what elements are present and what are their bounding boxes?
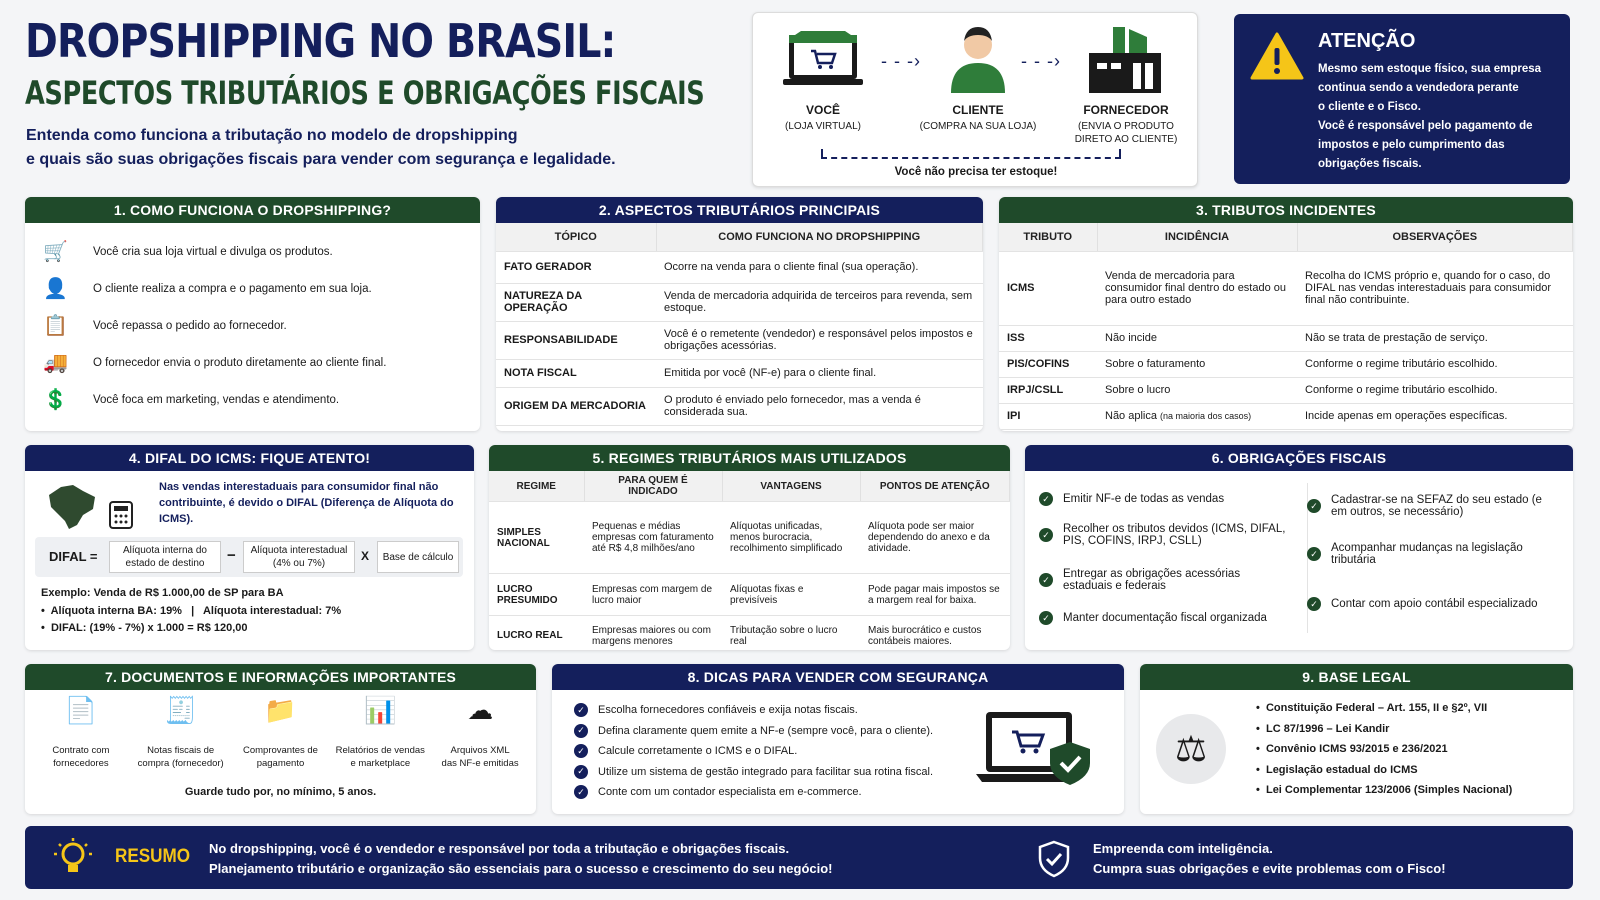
table-cell: Não incide xyxy=(1097,325,1297,351)
attention-line: obrigações fiscais. xyxy=(1318,158,1422,170)
column-header: PARA QUEM É INDICADO xyxy=(584,471,722,502)
table-row xyxy=(999,251,1573,325)
incidence-note: (na maioria dos casos) xyxy=(1160,411,1252,421)
gavel-icon: ⚖ xyxy=(1156,714,1226,784)
intro-line-2: e quais são suas obrigações fiscais para vender com segurança e legalidade. xyxy=(26,151,616,168)
list-item xyxy=(43,381,462,418)
document-label: Contrato com xyxy=(52,745,110,756)
formula-operator: − xyxy=(227,547,236,564)
table-cell: Empresas com margem de lucro maior xyxy=(584,574,722,616)
table-cell: ORIGEM DA MERCADORIA xyxy=(496,387,656,425)
list-item xyxy=(43,307,462,344)
list-item xyxy=(43,344,462,381)
user-icon: 👤 xyxy=(43,278,68,300)
check-icon: ✓ xyxy=(1039,492,1053,506)
check-icon: ✓ xyxy=(574,785,588,799)
list-item xyxy=(574,782,974,803)
document-label: fornecedores xyxy=(53,758,109,769)
column-header: INCIDÊNCIA xyxy=(1097,223,1297,251)
table-cell: Venda de mercadoria para consumidor final dentro do estado ou para outro estado xyxy=(1097,251,1297,325)
attention-line: Você é responsável pelo pagamento de xyxy=(1318,120,1533,132)
summary-line: No dropshipping, você é o vendedor e responsável por toda a tributação e obrigações fiscais. xyxy=(209,841,790,856)
table-cell: Venda de mercadoria adquirida de terceiros para revenda, sem estoque. xyxy=(656,283,983,321)
example-rate-ba: Alíquota interna BA: 19% xyxy=(50,605,182,617)
attention-line: o cliente e o Fisco. xyxy=(1318,101,1421,113)
main-subtitle-title: ASPECTOS TRIBUTÁRIOS E OBRIGAÇÕES FISCAIS xyxy=(25,74,705,112)
list-item-text: Escolha fornecedores confiáveis e exija notas fiscais. xyxy=(598,704,858,717)
flow-cliente-label: CLIENTE xyxy=(952,103,1004,117)
section-6-title: 6. OBRIGAÇÕES FISCAIS xyxy=(1025,445,1573,471)
list-item xyxy=(1039,485,1289,513)
summary-label: RESUMO xyxy=(115,846,191,867)
column-header: OBSERVAÇÕES xyxy=(1297,223,1573,251)
report-icon: 📊 xyxy=(364,695,397,725)
list-item xyxy=(1307,579,1557,629)
summary-text xyxy=(209,839,833,879)
formula-box-internal-rate: Alíquota interna do estado de destino xyxy=(109,541,221,573)
list-item-text: Acompanhar mudanças na legislação tributária xyxy=(1331,542,1523,566)
table-cell: Tributação sobre o lucro real xyxy=(722,616,860,651)
intro-line-1: Entenda como funciona a tributação no modelo de dropshipping xyxy=(26,127,518,144)
table-cell: Incide apenas em operações específicas. xyxy=(1297,403,1573,429)
formula-label: DIFAL = xyxy=(49,549,98,564)
list-item-text: Manter documentação fiscal organizada xyxy=(1063,612,1267,624)
table-cell: Conforme o regime tributário escolhido. xyxy=(1297,377,1573,403)
list-item-text: O fornecedor envia o produto diretamente ao cliente final. xyxy=(93,356,387,369)
table-cell: IRPJ/CSLL xyxy=(999,377,1097,403)
section-how-it-works xyxy=(25,197,480,431)
document-label: das NF-e emitidas xyxy=(441,758,519,769)
list-item-text: Você foca em marketing, vendas e atendimento. xyxy=(93,393,340,406)
list-item-text: Emitir NF-e de todas as vendas xyxy=(1063,493,1225,505)
table-cell: NOTA FISCAL xyxy=(496,359,656,387)
document-item xyxy=(434,695,526,770)
table-cell: LUCRO REAL xyxy=(489,616,584,651)
table-row xyxy=(496,387,983,425)
flow-fornecedor-label: FORNECEDOR xyxy=(1083,103,1169,117)
list-item-text: Contar com apoio contábil especializado xyxy=(1331,598,1538,610)
flow-voce-label: VOCÊ xyxy=(805,103,840,117)
list-item-text: LC 87/1996 – Lei Kandir xyxy=(1265,722,1390,735)
list-item-text: Legislação estadual do ICMS xyxy=(1265,763,1418,776)
list-item xyxy=(1039,557,1289,603)
list-item xyxy=(1307,529,1557,579)
section-taxes xyxy=(999,197,1573,431)
dollar-icon: 💲 xyxy=(43,389,68,411)
calculator-icon xyxy=(109,501,133,529)
laptop-store-icon xyxy=(781,29,865,95)
list-item: • Convênio ICMS 93/2015 e 236/2021 xyxy=(1256,743,1448,756)
example-line-2: • DIFAL: (19% - 7%) x 1.000 = R$ 120,00 xyxy=(41,622,248,634)
return-arrow xyxy=(821,149,1121,159)
section-8-title: 8. DICAS PARA VENDER COM SEGURANÇA xyxy=(552,664,1124,690)
list-item xyxy=(574,741,974,762)
truck-icon: 🚚 xyxy=(43,352,68,374)
taxes-table xyxy=(999,223,1573,430)
list-item-text: O cliente realiza a compra e o pagamento em sua loja. xyxy=(93,282,372,295)
obligations-left xyxy=(1039,485,1289,633)
table-cell: Pode pagar mais impostos se a margem real for baixa. xyxy=(860,574,1010,616)
table-cell: Alíquota pode ser maior dependendo do anexo e da atividade. xyxy=(860,502,1010,574)
check-icon: ✓ xyxy=(1307,499,1321,513)
list-item: • Lei Complementar 123/2006 (Simples Nacional) xyxy=(1256,784,1513,797)
column-header: TRIBUTO xyxy=(999,223,1097,251)
table-cell: IPI xyxy=(999,403,1097,429)
document-label: Notas fiscais de xyxy=(147,745,215,756)
arrow-icon: - - -› xyxy=(881,51,921,71)
document-icon: 📄 xyxy=(64,695,98,725)
flow-diagram xyxy=(752,12,1198,187)
list-item-text: Cadastrar-se na SEFAZ do seu estado (e em outros, se necessário) xyxy=(1331,494,1542,518)
section-obligations xyxy=(1025,445,1573,650)
tips-list xyxy=(574,700,974,803)
section-2-title: 2. ASPECTOS TRIBUTÁRIOS PRINCIPAIS xyxy=(496,197,983,223)
section-difal xyxy=(25,445,474,650)
attention-line: continua sendo a vendedora perante xyxy=(1318,82,1519,94)
example-line-1: • Alíquota interna BA: 19% | Alíquota interestadual: 7% xyxy=(41,605,342,617)
secure-laptop-icon xyxy=(972,708,1102,792)
list-item-text: Utilize um sistema de gestão integrado para facilitar sua rotina fiscal. xyxy=(598,765,934,778)
list-item xyxy=(43,270,462,307)
table-row xyxy=(489,616,1010,651)
table-cell: Não se trata de prestação de serviço. xyxy=(1297,325,1573,351)
column-header: REGIME xyxy=(489,471,584,502)
section-legal-basis xyxy=(1140,664,1573,814)
list-item: • LC 87/1996 – Lei Kandir xyxy=(1256,722,1390,735)
table-row xyxy=(496,321,983,359)
table-cell: Mais burocrático e custos contábeis maiores. xyxy=(860,616,1010,651)
table-cell: PIS/COFINS xyxy=(999,351,1097,377)
document-label: Arquivos XML xyxy=(450,745,510,756)
lightbulb-icon xyxy=(51,836,95,880)
warning-icon xyxy=(1250,32,1304,80)
table-row xyxy=(496,251,983,283)
summary-line: Planejamento tributário e organização são essenciais para o sucesso e crescimento do seu negócio! xyxy=(209,861,833,876)
check-icon: ✓ xyxy=(1039,573,1053,587)
table-cell: Emitida por você (NF-e) para o cliente final. xyxy=(656,359,983,387)
section-9-title: 9. BASE LEGAL xyxy=(1140,664,1573,690)
list-item xyxy=(1039,513,1289,557)
table-cell: NATUREZA DA OPERAÇÃO xyxy=(496,283,656,321)
list-item-text: Calcule corretamente o ICMS e o DIFAL. xyxy=(598,745,798,758)
example-rate-interstate: Alíquota interestadual: 7% xyxy=(202,605,342,617)
section-tax-aspects xyxy=(496,197,983,431)
table-cell: Conforme o regime tributário escolhido. xyxy=(1297,351,1573,377)
factory-icon xyxy=(1083,23,1167,95)
cart-icon: 🛒 xyxy=(43,241,68,263)
table-row xyxy=(999,403,1573,429)
list-item-text: Você repassa o pedido ao fornecedor. xyxy=(93,319,287,332)
table-row xyxy=(489,502,1010,574)
check-icon: ✓ xyxy=(1039,528,1053,542)
list-item xyxy=(574,700,974,721)
column-header: TÓPICO xyxy=(496,223,656,251)
document-item xyxy=(35,695,127,770)
flow-note: Você não precisa ter estoque! xyxy=(894,166,1058,178)
list-item-text: Lei Complementar 123/2006 (Simples Nacional) xyxy=(1265,784,1513,797)
section-4-title: 4. DIFAL DO ICMS: FIQUE ATENTO! xyxy=(25,445,474,471)
attention-text xyxy=(1318,60,1541,174)
attention-line: Mesmo sem estoque físico, sua empresa xyxy=(1318,63,1542,75)
list-item-text: Conte com um contador especialista em e-commerce. xyxy=(598,786,862,799)
formula-box-base: Base de cálculo xyxy=(377,541,459,573)
person-icon xyxy=(945,25,1011,95)
section-documents xyxy=(25,664,536,814)
list-item xyxy=(1039,603,1289,633)
document-item xyxy=(135,695,227,770)
list-item-text: Defina claramente quem emite a NF-e (sempre você, para o cliente). xyxy=(598,724,934,737)
table-cell: Sobre o faturamento xyxy=(1097,351,1297,377)
summary-right-text xyxy=(1093,839,1446,879)
flow-voce-sub: (LOJA VIRTUAL) xyxy=(785,121,861,132)
document-label: compra (fornecedor) xyxy=(137,758,224,769)
table-cell: O produto é enviado pelo fornecedor, mas a venda é considerada sua. xyxy=(656,387,983,425)
list-item-text: Você cria sua loja virtual e divulga os produtos. xyxy=(93,245,333,258)
list-item: • Constituição Federal – Art. 155, II e §2º, VII xyxy=(1256,702,1488,715)
attention-line: impostos e pelo cumprimento das xyxy=(1318,139,1505,151)
table-cell: SIMPLES NACIONAL xyxy=(489,502,584,574)
list-item: • Legislação estadual do ICMS xyxy=(1256,763,1418,776)
brazil-map-icon xyxy=(43,481,99,531)
section-1-title: 1. COMO FUNCIONA O DROPSHIPPING? xyxy=(25,197,480,223)
table-cell: LUCRO PRESUMIDO xyxy=(489,574,584,616)
table-cell: Alíquotas unificadas, menos burocracia, recolhimento simplificado xyxy=(722,502,860,574)
section-3-title: 3. TRIBUTOS INCIDENTES xyxy=(999,197,1573,223)
flow-fornecedor-sub-1: (ENVIA O PRODUTO xyxy=(1078,121,1174,132)
legal-list xyxy=(1256,698,1566,801)
section-regimes xyxy=(489,445,1010,650)
table-row xyxy=(489,574,1010,616)
list-item xyxy=(574,762,974,783)
separator: | xyxy=(191,605,195,617)
check-icon: ✓ xyxy=(1307,597,1321,611)
check-icon: ✓ xyxy=(574,724,588,738)
documents-footer: Guarde tudo por, no mínimo, 5 anos. xyxy=(184,786,377,798)
table-cell: Alíquotas fixas e previsíveis xyxy=(722,574,860,616)
table-cell: ICMS xyxy=(999,251,1097,325)
document-item xyxy=(334,695,426,770)
intro-text xyxy=(26,124,616,172)
table-cell xyxy=(1097,403,1297,429)
attention-box xyxy=(1234,14,1570,184)
document-label: e marketplace xyxy=(350,758,411,769)
document-label: pagamento xyxy=(256,758,305,769)
section-5-title: 5. REGIMES TRIBUTÁRIOS MAIS UTILIZADOS xyxy=(489,445,1010,471)
arrow-icon: - - -› xyxy=(1021,51,1061,71)
difal-description: Nas vendas interestaduais para consumidor final não contribuinte, é devido o DIFAL (Diferença de Alíquota do ICMS). xyxy=(159,481,454,525)
column-header: PONTOS DE ATENÇÃO xyxy=(860,471,1010,502)
formula-box-interstate-rate: Alíquota interestadual (4% ou 7%) xyxy=(243,541,355,573)
check-icon: ✓ xyxy=(574,744,588,758)
obligations-right xyxy=(1307,483,1557,629)
table-cell: Empresas maiores ou com margens menores xyxy=(584,616,722,651)
column-header: VANTAGENS xyxy=(722,471,860,502)
table-row xyxy=(496,283,983,321)
clipboard-icon: 📋 xyxy=(43,315,68,337)
folder-icon: 📁 xyxy=(264,695,297,725)
flow-cliente-sub: (COMPRA NA SUA LOJA) xyxy=(919,121,1037,132)
table-cell: Você é o remetente (vendedor) e responsável pelos impostos e obrigações acessórias. xyxy=(656,321,983,359)
check-icon: ✓ xyxy=(1039,611,1053,625)
table-cell: Ocorre na venda para o cliente final (sua operação). xyxy=(656,251,983,283)
document-item xyxy=(234,695,326,770)
example-result: DIFAL: (19% - 7%) x 1.000 = R$ 120,00 xyxy=(50,622,248,634)
summary-bar xyxy=(25,826,1573,889)
list-item xyxy=(574,721,974,742)
list-item xyxy=(43,233,462,270)
shield-check-icon xyxy=(1037,840,1071,878)
section-tips xyxy=(552,664,1124,814)
formula-operator: X xyxy=(361,549,370,563)
list-item-text: Entregar as obrigações acessórias estaduais e federais xyxy=(1063,568,1241,592)
check-icon: ✓ xyxy=(1307,547,1321,561)
table-cell: Sobre o lucro xyxy=(1097,377,1297,403)
flow-fornecedor-sub-2: DIRETO AO CLIENTE) xyxy=(1074,134,1178,145)
table-cell: FATO GERADOR xyxy=(496,251,656,283)
table-row xyxy=(999,325,1573,351)
invoice-icon: 🧾 xyxy=(164,695,197,725)
check-icon: ✓ xyxy=(574,765,588,779)
section-7-title: 7. DOCUMENTOS E INFORMAÇÕES IMPORTANTES xyxy=(25,664,536,690)
list-item xyxy=(1307,483,1557,529)
list-item-text: Recolher os tributos devidos (ICMS, DIFAL, PIS, COFINS, IRPJ, CSLL) xyxy=(1063,523,1286,547)
table-row xyxy=(999,351,1573,377)
document-label: Comprovantes de xyxy=(242,745,318,756)
table-cell: RESPONSABILIDADE xyxy=(496,321,656,359)
difal-formula xyxy=(35,537,463,577)
tax-aspects-table xyxy=(496,223,983,426)
document-label: Relatórios de vendas xyxy=(335,745,425,756)
table-row xyxy=(496,359,983,387)
incidence-text: Não aplica xyxy=(1105,410,1157,422)
regimes-table xyxy=(489,471,1010,650)
attention-title: ATENÇÃO xyxy=(1318,30,1416,52)
table-cell: ISS xyxy=(999,325,1097,351)
list-item-text: Constituição Federal – Art. 155, II e §2º, VII xyxy=(1265,702,1488,715)
table-row xyxy=(999,377,1573,403)
check-icon: ✓ xyxy=(574,703,588,717)
summary-line: Empreenda com inteligência. xyxy=(1093,841,1273,856)
main-title: DROPSHIPPING NO BRASIL: xyxy=(25,14,616,68)
table-cell: Recolha do ICMS próprio e, quando for o caso, do DIFAL nas vendas interestaduais para consumidor final não contribuinte. xyxy=(1297,251,1573,325)
list-item-text: Convênio ICMS 93/2015 e 236/2021 xyxy=(1265,743,1448,756)
documents-row xyxy=(25,695,536,770)
table-cell: Pequenas e médias empresas com faturamento até R$ 4,8 milhões/ano xyxy=(584,502,722,574)
example-title: Exemplo: Venda de R$ 1.000,00 de SP para BA xyxy=(41,587,284,599)
cloud-upload-icon: ☁ xyxy=(467,695,494,725)
summary-line: Cumpra suas obrigações e evite problemas com o Fisco! xyxy=(1093,861,1446,876)
column-header: COMO FUNCIONA NO DROPSHIPPING xyxy=(656,223,983,251)
